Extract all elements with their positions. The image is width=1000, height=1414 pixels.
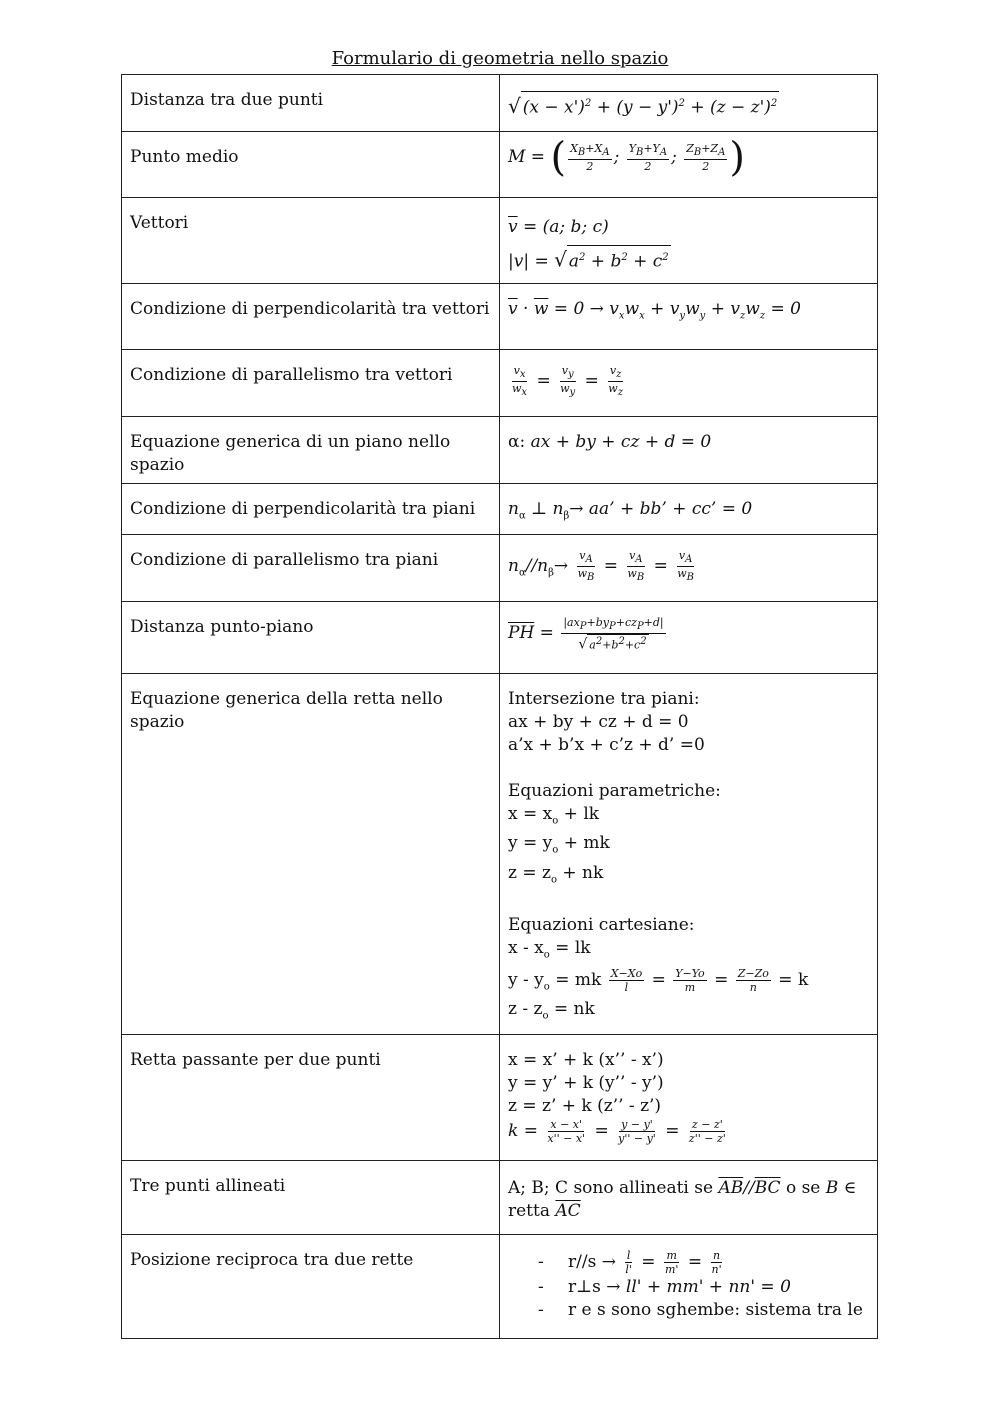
cartesian-title: Equazioni cartesiane: xyxy=(508,915,695,936)
formula-plane: α: ax + by + cz + d = 0 xyxy=(500,417,878,484)
parametric-title: Equazioni parametriche: xyxy=(508,781,721,801)
formula-line: Intersezione tra piani: ax + by + cz + d = 0 a’x + b’x + c’z + d’ =0 Equazioni parametriche: $x = x_o$ + lk $y = y_o$ + mk $z = z_o$ + nk Equazioni cartesiane: x - $x_o$ = lk y - $y_o$ = mk $\frac{X-Xo}{l}$ = $\frac{Y-Yo}{m}$ = $\frac{Z-Zo}{n}$ = k z - $z_o$ = nk xyxy=(500,674,878,1035)
equation-line: z = z’ + k (z’’ - z’) xyxy=(508,1096,662,1116)
equation-line: x = x’ + k (x’’ - x’) xyxy=(508,1050,664,1070)
formula-vector-perpendicular: $\overline{v} \cdot \overline{w} = 0 \to v_xw_x + v_yw_y + v_zw_z = 0$ xyxy=(500,284,878,350)
formula-line-positions: - r//s → $\frac{l}{l'}$ = $\frac{m}{m'}$ = $\frac{n}{n'}$ - r⊥s → ll' + mm' + nn' = 0 - r e s sono sghembe: sistema tra le xyxy=(500,1235,878,1339)
table-row xyxy=(122,535,878,602)
formula-line-two-points: x = x’ + k (x’’ - x’) y = y’ + k (y’’ - y’) z = z’ + k (z’’ - z’) k = $\frac{x - x'}{x'' - x'}$ = $\frac{y - y'}{y'' - y'}$ = $\frac{z - z'}{z'' - z'}$ xyxy=(500,1035,878,1161)
formula-midpoint: M = ( $\frac{X_B+X_A}{2}$ ; $\frac{Y_B+Y_A}{2}$ ; $\frac{Z_B+Z_A}{2}$ ) xyxy=(500,132,878,198)
table-row xyxy=(122,1235,878,1339)
page-title: Formulario di geometria nello spazio xyxy=(331,48,669,69)
formula-point-plane-distance: $\overline{PH}$ = $\frac{|ax_P+by_P+cz_P+d|}{√ a^2+b^2+c^2}$ xyxy=(500,602,878,674)
row-label: Equazione generica di un piano nello spazio xyxy=(122,417,500,484)
row-label: Condizione di perpendicolarità tra piani xyxy=(122,484,500,535)
row-label: Condizione di parallelismo tra vettori xyxy=(122,350,500,417)
table-row xyxy=(122,284,878,350)
row-label: Posizione reciproca tra due rette xyxy=(122,1235,500,1339)
row-label: Punto medio xyxy=(122,132,500,198)
formula-table xyxy=(121,74,878,1339)
table-row xyxy=(122,132,878,198)
table-row xyxy=(122,1161,878,1235)
formula-vectors: $\overline{v} = (a$; b; c) |v| = √ $a^2 + b^2 + c^2$ xyxy=(500,198,878,284)
row-label: Vettori xyxy=(122,198,500,284)
formula-collinear: A; B; C sono allineati se $\overline{AB}//\overline{BC}$ o se B ∈ retta $\overline{AC}$ xyxy=(500,1161,878,1235)
table-row xyxy=(122,350,878,417)
formula-distance: √ $(x - x')^2 + (y - y')^2 + (z - z')^2$ xyxy=(500,75,878,132)
intersection-title: Intersezione tra piani: xyxy=(508,689,700,709)
row-label: Equazione generica della retta nello spazio xyxy=(122,674,500,1035)
formula-vector-parallel: $\frac{v_x}{w_x}$ = $\frac{v_y}{w_y}$ = $\frac{v_z}{w_z}$ xyxy=(500,350,878,417)
row-label: Condizione di perpendicolarità tra vettori xyxy=(122,284,500,350)
formula-plane-parallel: $n_\alpha//n_\beta\to$ $\frac{v_A}{w_B}$ = $\frac{v_A}{w_B}$ = $\frac{v_A}{w_B}$ xyxy=(500,535,878,602)
equation-line: a’x + b’x + c’z + d’ =0 xyxy=(508,735,705,755)
table-row xyxy=(122,1035,878,1161)
row-label: Retta passante per due punti xyxy=(122,1035,500,1161)
row-label: Condizione di parallelismo tra piani xyxy=(122,535,500,602)
table-row xyxy=(122,417,878,484)
table-row xyxy=(122,484,878,535)
table-row xyxy=(122,602,878,674)
row-label: Distanza tra due punti xyxy=(122,75,500,132)
equation-line: ax + by + cz + d = 0 xyxy=(508,712,689,732)
row-label: Distanza punto-piano xyxy=(122,602,500,674)
row-label: Tre punti allineati xyxy=(122,1161,500,1235)
formula-plane-perpendicular: $n_\alpha$ ⊥ $n_\beta\to$ aa’ + bb’ + cc’ = 0 xyxy=(500,484,878,535)
equation-line: y = y’ + k (y’’ - y’) xyxy=(508,1073,664,1093)
table-row xyxy=(122,198,878,284)
table-row xyxy=(122,674,878,1035)
table-row xyxy=(122,75,878,132)
